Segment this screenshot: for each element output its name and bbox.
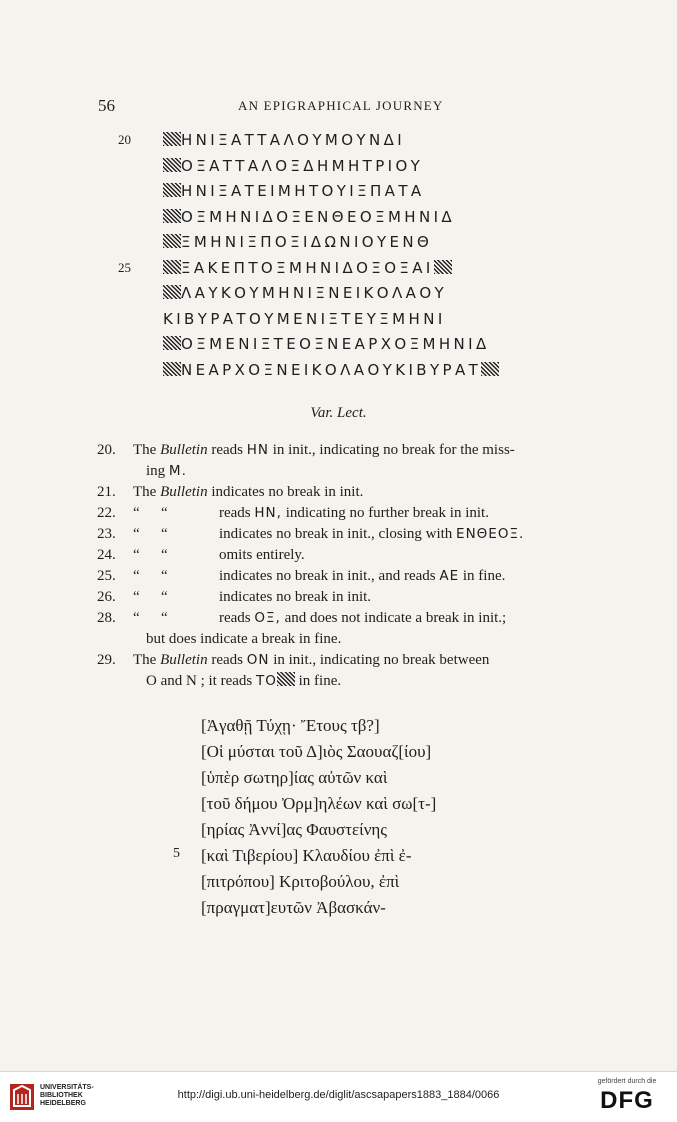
greek-line: [Ἀγαθῇ Τύχῃ· Ἔτους τβ?] — [201, 716, 380, 735]
note-24: 24. “ “ omits entirely. — [97, 547, 305, 563]
lacuna-hatch — [163, 183, 181, 197]
note-22: 22. “ “ reads ΗΝ, indicating no further break in init. — [97, 505, 489, 521]
lacuna-hatch — [163, 336, 181, 350]
lacuna-hatch — [163, 209, 181, 223]
greek-line: [πραγματ]ευτῶν Ἀβασκάν- — [201, 898, 386, 917]
inscription-text: ΞΜΗΝΙΞΠΟΞΙΔΩΝΙΟΥΕΝΘ — [181, 233, 433, 251]
var-lect-heading: Var. Lect. — [310, 405, 367, 421]
inscription-text: ΟΞΜΗΝΙΔΟΞΕΝΘΕΟΞΜΗΝΙΔ — [181, 207, 456, 226]
note-25: 25. “ “ indicates no break in init., and reads ΑΕ in fine. — [97, 568, 506, 584]
greek-line: 5 [καὶ Τιβερίου] Κλαυδίου ἐπὶ ἐ- — [173, 846, 412, 865]
inscription-text: ΚΙΒΥΡΑΤΟΥΜΕΝΙΞΤΕΥΞΜΗΝΙ — [163, 309, 446, 328]
note-21: 21. The Bulletin indicates no break in init. — [97, 484, 364, 500]
lacuna-hatch — [434, 260, 452, 274]
inscription-line — [118, 336, 588, 362]
inscription-text: ΟΞΑΤΤΑΛΟΞΔΗΜΗΤΡΙΟΥ — [181, 156, 424, 175]
lacuna-hatch — [481, 362, 499, 376]
greek-line: [ὑπὲρ σωτηρ]ίας αὐτῶν καὶ — [201, 768, 388, 787]
note-29: 29. The Bulletin reads ΟΝ in init., indicating no break between Ο and Ν ; it reads ΤΟ in fine. — [97, 652, 490, 689]
sponsor-logo: gefördert durch die DFG — [587, 1078, 667, 1115]
greek-line: [Οἱ μύσται τοῦ Δ]ιὸς Σαουαζ[ίου] — [201, 742, 432, 761]
note-26: 26. “ “ indicates no break in init. — [97, 589, 372, 605]
inscription-line — [118, 158, 588, 184]
greek-restoration — [173, 716, 603, 924]
inscription-line — [118, 209, 588, 235]
inscription-text: ΟΞΜΕΝΙΞΤΕΟΞΝΕΑΡΧΟΞΜΗΝΙΔ — [181, 335, 490, 353]
lacuna-hatch — [163, 260, 181, 274]
inscription-line — [118, 311, 588, 337]
lacuna-hatch — [163, 234, 181, 248]
inscription-text: ΛΑΥΚΟΥΜΗΝΙΞΝΕΙΚΟΛΑΟΥ — [181, 284, 448, 302]
lacuna-hatch — [163, 285, 181, 299]
variant-readings — [97, 440, 602, 692]
greek-line: [τοῦ δήμου Ὀρμ]ηλέων καὶ σω[τ-] — [201, 794, 437, 813]
lacuna-hatch — [163, 132, 181, 146]
inscription-text: ΞΑΚΕΠΤΟΞΜΗΝΙΔΟΞΟΞΑΙ — [181, 258, 434, 277]
greek-line: [ηρίας Ἀννί]ας Φαυστείνης — [201, 820, 388, 839]
note-20: 20. The Bulletin reads ΗΝ in init., indicating no break for the miss- ing M. — [97, 442, 515, 479]
inscription-line — [118, 234, 588, 260]
note-23: 23. “ “ indicates no break in init., closing with ΕΝΘΕΟΞ. — [97, 526, 525, 542]
page-header — [98, 96, 578, 116]
inscription-line — [118, 362, 588, 388]
inscription-line — [118, 183, 588, 209]
inscription-line — [118, 132, 588, 158]
note-28: 28. “ “ reads ΟΞ, and does not indicate a break in init.; but does indicate a break in fine. — [97, 610, 507, 647]
lacuna-hatch — [163, 362, 181, 376]
digitization-footer — [0, 1071, 677, 1122]
inscription-text: ΗΝΙΞΑΤΤΑΛΟΥΜΟΥΝΔΙ — [181, 131, 406, 149]
inscription-line — [118, 285, 588, 311]
page-number: 56 — [98, 96, 115, 115]
library-name: UNIVERSITÄTS- BIBLIOTHEK HEIDELBERG — [40, 1084, 94, 1107]
inscription-text: ΝΕΑΡΧΟΞΝΕΙΚΟΛΑΟΥΚΙΒΥΡΑΤ — [181, 360, 482, 379]
inscription-line — [118, 260, 588, 286]
lacuna-hatch — [277, 672, 295, 686]
line-number: 20 — [118, 132, 131, 147]
dfg-logo: DFG — [600, 1087, 654, 1114]
greek-line: [πιτρόπου] Κριτοβούλου, ἐπὶ — [201, 872, 400, 891]
lacuna-hatch — [163, 158, 181, 172]
permalink-url[interactable]: http://digi.ub.uni-heidelberg.de/diglit/ascsapapers1883_1884/0066 — [177, 1089, 500, 1101]
line-number: 25 — [118, 259, 131, 275]
inscription-text: ΗΝΙΞΑΤΕΙΜΗΤΟΥΙΞΠΑΤΑ — [181, 182, 425, 200]
inscription-transcription — [118, 132, 588, 387]
running-title: AN EPIGRAPHICAL JOURNEY — [238, 98, 444, 113]
